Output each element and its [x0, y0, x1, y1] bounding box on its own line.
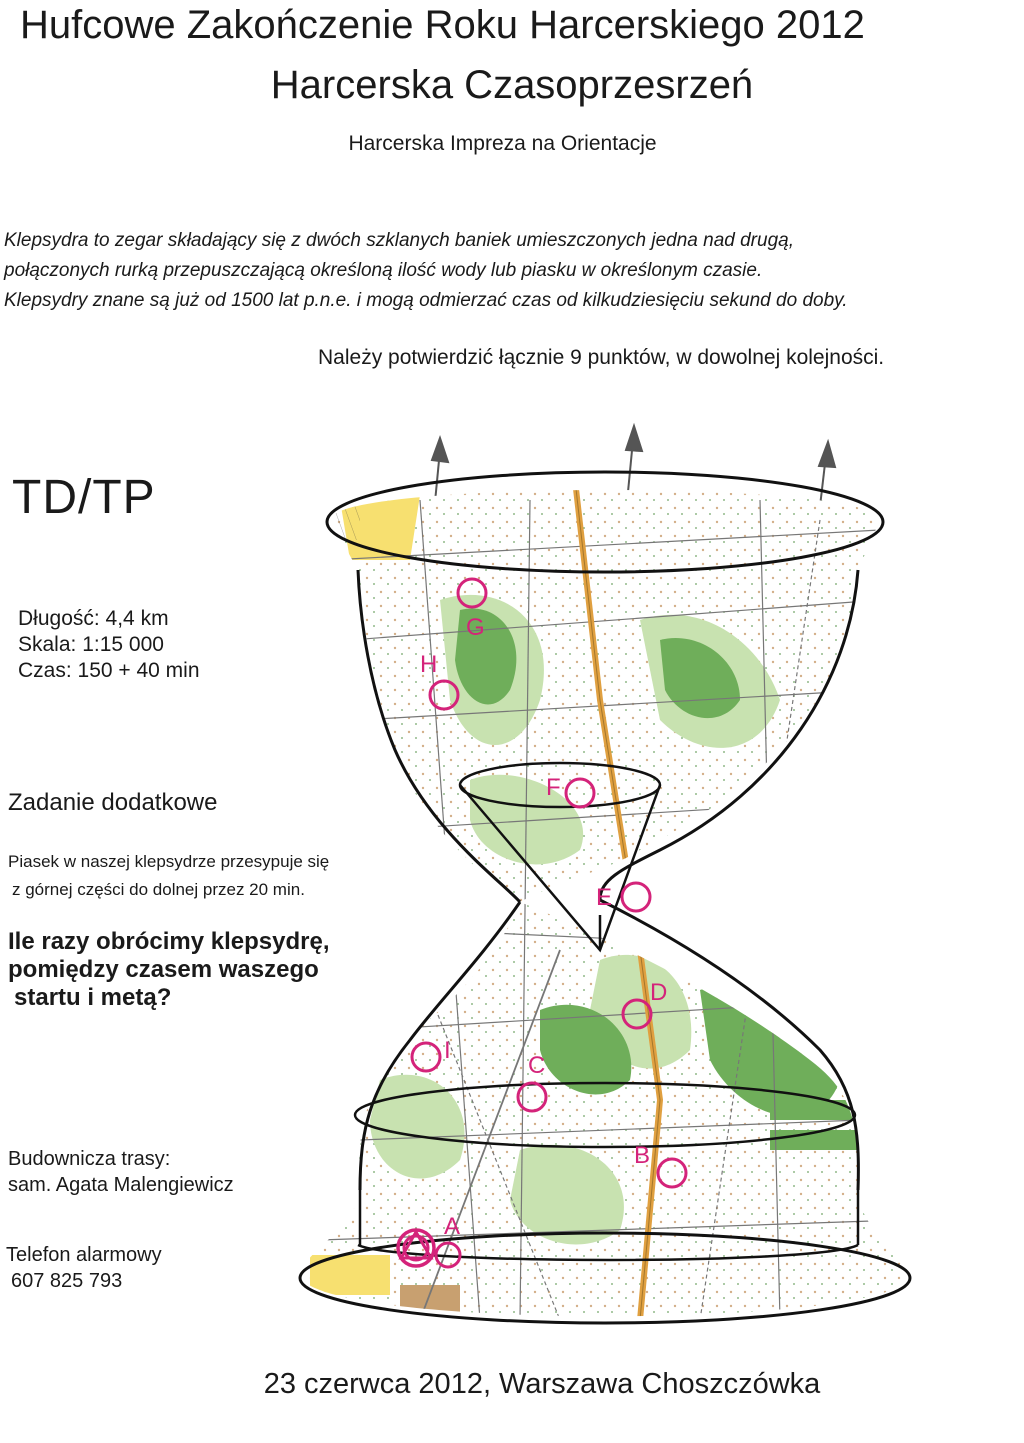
- question-line: Ile razy obrócimy klepsydrę,: [8, 928, 330, 955]
- task-question: [8, 928, 329, 1012]
- control-label-e: E: [596, 884, 613, 911]
- control-label-f: F: [546, 774, 561, 801]
- control-label-d: D: [650, 979, 668, 1006]
- phone-number: 607 825 793: [11, 1270, 123, 1292]
- subtitle: Harcerska Impreza na Orientacje: [348, 132, 657, 155]
- control-label-i: I: [444, 1037, 451, 1064]
- event-date-location: 23 czerwca 2012, Warszawa Choszczówka: [263, 1368, 821, 1400]
- control-label-h: H: [420, 651, 438, 678]
- title-line-2: Harcerska Czasoprzesrzeń: [270, 63, 754, 107]
- course-name: TD/TP: [12, 471, 156, 524]
- control-circle-e: [622, 883, 650, 911]
- phone-label: Telefon alarmowy: [6, 1244, 162, 1266]
- instruction-text: Należy potwierdzić łącznie 9 punktów, w dowolnej kolejności.: [318, 346, 885, 369]
- task-line: z górnej części do dolnej przez 20 min.: [12, 880, 305, 899]
- builder-label: Budownicza trasy:: [8, 1148, 171, 1170]
- course-length: Długość: 4,4 km: [18, 607, 169, 630]
- course-scale: Skala: 1:15 000: [18, 633, 164, 656]
- question-line: startu i metą?: [14, 984, 172, 1011]
- emergency-phone: [6, 1242, 162, 1294]
- question-line: pomiędzy czasem waszego: [8, 956, 319, 983]
- control-label-b: B: [634, 1142, 651, 1169]
- course-time: Czas: 150 + 40 min: [18, 659, 200, 682]
- task-heading: Zadanie dodatkowe: [8, 789, 218, 816]
- task-line: Piasek w naszej klepsydrze przesypuje się: [8, 852, 330, 871]
- course-info: [18, 606, 200, 684]
- intro-line: połączonych rurką przepuszczającą określoną ilość wody lub piasku w określonym czasie.: [4, 260, 763, 281]
- control-label-g: G: [466, 614, 485, 641]
- control-label-c: C: [528, 1052, 546, 1079]
- builder-name: sam. Agata Malengiewicz: [8, 1174, 234, 1196]
- title-line-1: Hufcowe Zakończenie Roku Harcerskiego 2012: [20, 3, 865, 47]
- intro-line: Klepsydry znane są już od 1500 lat p.n.e. i mogą odmierzać czas od kilkudziesięciu sekund do doby.: [4, 290, 848, 311]
- intro-line: Klepsydra to zegar składający się z dwóch szklanych baniek umieszczonych jedna nad drugą,: [4, 230, 794, 251]
- control-label-a: A: [444, 1213, 461, 1240]
- task-text: [8, 848, 329, 904]
- course-builder: [8, 1146, 234, 1198]
